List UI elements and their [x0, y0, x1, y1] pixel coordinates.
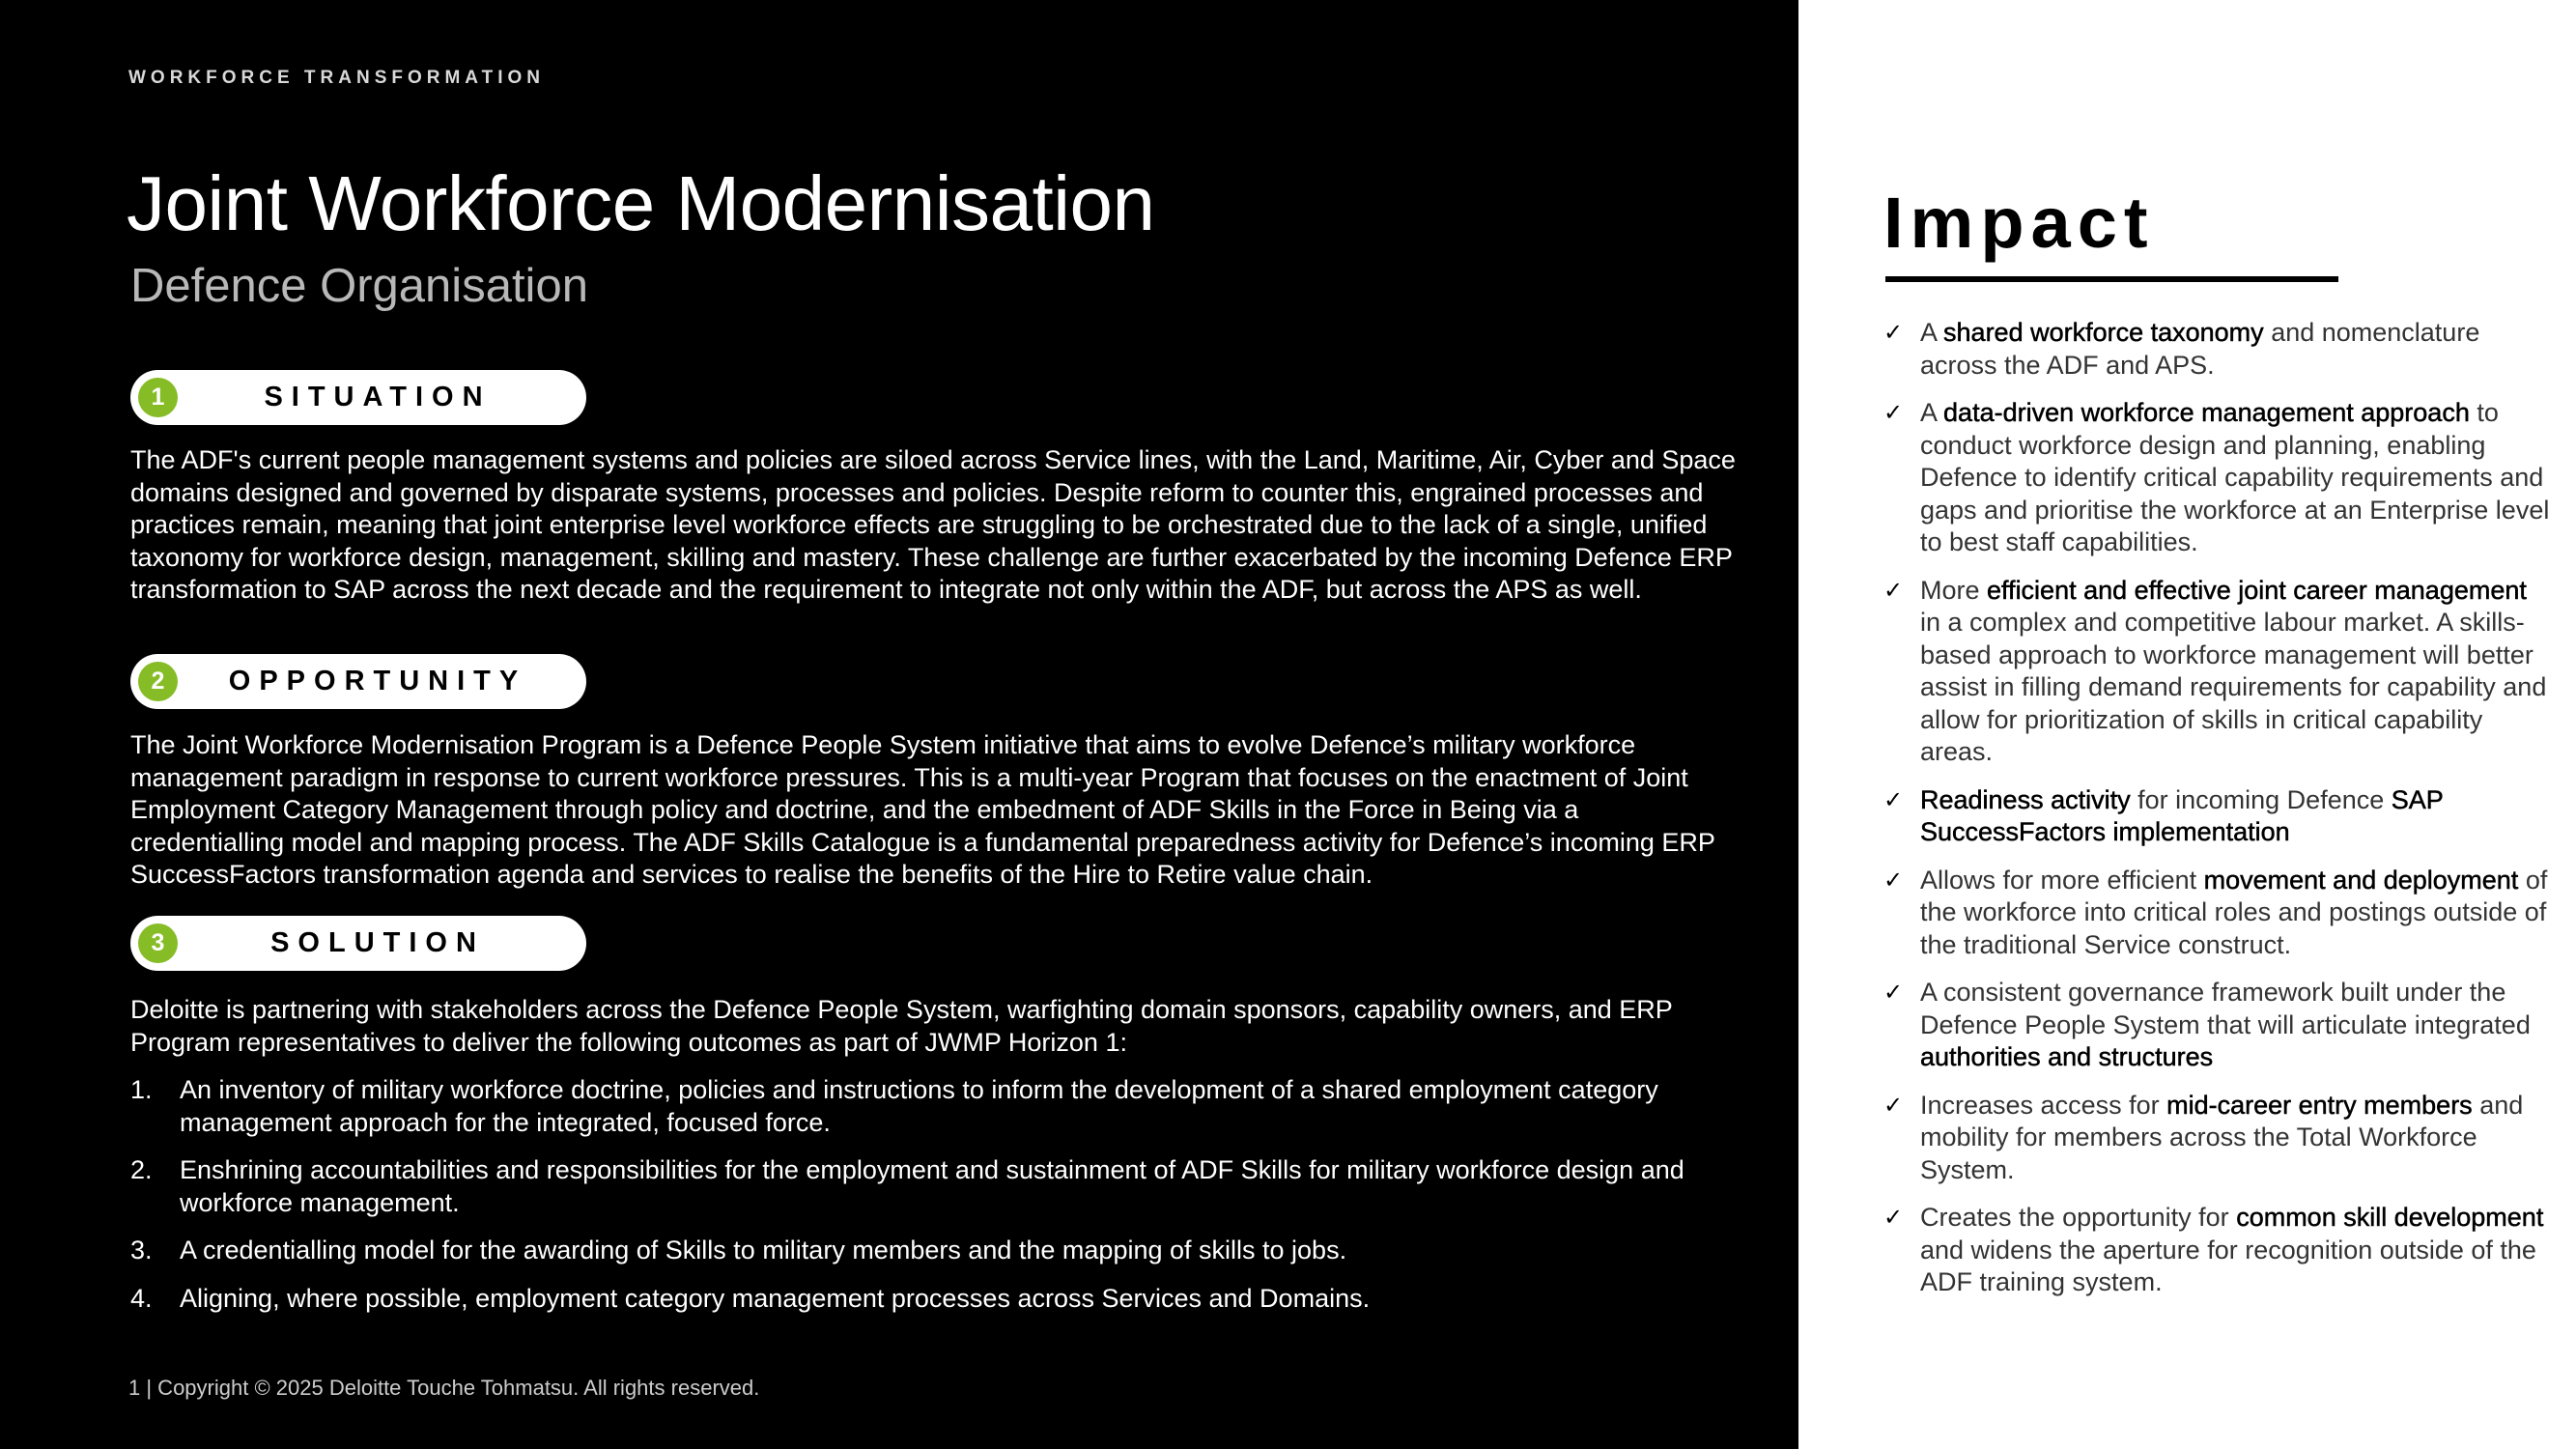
impact-item-text: and widens the aperture for recognition outside of the ADF training system.	[1920, 1235, 2536, 1296]
impact-item-text: A	[1920, 318, 1944, 347]
impact-title: Impact	[1883, 183, 2155, 263]
list-item-number: 2.	[130, 1155, 153, 1184]
impact-item	[1883, 977, 2550, 1074]
impact-item-text: of the workforce into critical roles and postings outside of the traditional Service construct.	[1920, 865, 2548, 959]
impact-item	[1883, 1090, 2550, 1187]
impact-item-text: A	[1920, 398, 1944, 427]
checkmark-icon: ✓	[1883, 786, 1904, 813]
page-subtitle: Defence Organisation	[130, 260, 588, 312]
impact-list	[1883, 317, 2550, 1315]
situation-heading	[130, 370, 586, 425]
impact-item-text: and nomenclature across the ADF and APS.	[1920, 318, 2480, 380]
list-item-number: 4.	[130, 1283, 153, 1313]
impact-item-text: More	[1920, 575, 1988, 605]
impact-item	[1883, 1202, 2550, 1299]
solution-number-badge: 3	[138, 923, 178, 963]
checkmark-icon: ✓	[1883, 980, 1904, 1006]
solution-label: SOLUTION	[270, 927, 485, 958]
list-item-text: Enshrining accountabilities and responsibilities for the employment and sustainment of ADF Skills for military workforce design and workforce management.	[180, 1155, 1684, 1217]
page-title: Joint Workforce Modernisation	[127, 160, 1155, 246]
footer-copyright: 1 | Copyright © 2025 Deloitte Touche Tohmatsu. All rights reserved.	[128, 1376, 760, 1400]
impact-item	[1883, 865, 2550, 962]
impact-item-emphasis: efficient and effective joint career management	[1987, 575, 2527, 605]
impact-panel	[1798, 0, 2576, 1449]
impact-item	[1883, 575, 2550, 769]
impact-title-underline	[1885, 276, 2338, 282]
list-item-number: 3.	[130, 1236, 153, 1264]
list-item-text: A credentialling model for the awarding of Skills to military members and the mapping of skills to jobs.	[180, 1236, 1347, 1264]
impact-item-emphasis: data-driven workforce management approach	[1943, 398, 2470, 427]
solution-outcomes-list	[130, 1074, 1739, 1330]
checkmark-icon: ✓	[1883, 867, 1904, 894]
impact-item-emphasis: mid-career entry members	[2166, 1090, 2473, 1120]
impact-item-text: to conduct workforce design and planning, enabling Defence to identify critical capability requirements and gaps and prioritise the workforce at an Enterprise level to best staff capabilities.	[1920, 398, 2550, 556]
impact-item-emphasis: Readiness activity	[1920, 784, 2131, 814]
checkmark-icon: ✓	[1883, 1092, 1904, 1119]
eyebrow-label: WORKFORCE TRANSFORMATION	[128, 68, 546, 88]
impact-item	[1883, 397, 2550, 559]
opportunity-text: The Joint Workforce Modernisation Program is a Defence People System initiative that aims to evolve Defence’s military workforce management paradigm in response to current workforce pressures. This is a multi-year Program that focuses on the enactment of Joint Employment Category Management through policy and doctrine, and the embedment of ADF Skills in the Force in Being via a credentialling model and mapping process. The ADF Skills Catalogue is a fundamental preparedness activity for Defence’s incoming ERP SuccessFactors transformation agenda and services to realise the benefits of the Hire to Retire value chain.	[130, 730, 1715, 889]
impact-item-text: for incoming Defence	[2130, 784, 2392, 814]
checkmark-icon: ✓	[1883, 1205, 1904, 1231]
situation-text: The ADF's current people management systems and policies are siloed across Service lines, with the Land, Maritime, Air, Cyber and Space domains designed and governed by disparate systems, processes and policies. Despite reform to counter this, engrained processes and practices remain, meaning that joint enterprise level workforce effects are struggling to be orchestrated due to the lack of a single, unified taxonomy for workforce design, management, skilling and mastery. These challenge are further exacerbated by the incoming Defence ERP transformation to SAP across the next decade and the requirement to integrate not only within the ADF, but across the APS as well.	[130, 445, 1736, 604]
impact-item-emphasis: authorities and structures	[1920, 1042, 2214, 1071]
list-item	[130, 1154, 1739, 1219]
list-item-text: An inventory of military workforce doctrine, policies and instructions to inform the development of a shared employment category management approach for the integrated, focused force.	[180, 1075, 1658, 1137]
list-item-text: Aligning, where possible, employment category management processes across Services and Domains.	[180, 1283, 1371, 1313]
impact-item	[1883, 784, 2550, 849]
impact-item-emphasis: shared workforce taxonomy	[1943, 318, 2264, 347]
impact-item-emphasis: SAP SuccessFactors implementation	[1920, 784, 2444, 846]
checkmark-icon: ✓	[1883, 577, 1904, 604]
impact-item-text: Allows for more efficient	[1920, 865, 2204, 895]
impact-item-text: A consistent governance framework built under the Defence People System that will articulate integrated	[1920, 978, 2531, 1039]
opportunity-heading	[130, 654, 586, 709]
checkmark-icon: ✓	[1883, 400, 1904, 426]
impact-item-emphasis: movement and deployment	[2203, 865, 2519, 895]
list-item	[130, 1074, 1739, 1139]
impact-item-text: Increases access for	[1920, 1090, 2167, 1120]
impact-item-text: Creates the opportunity for	[1920, 1203, 2237, 1232]
impact-item-emphasis: common skill development	[2236, 1203, 2544, 1232]
list-item	[130, 1283, 1739, 1316]
opportunity-number-badge: 2	[138, 662, 178, 701]
checkmark-icon: ✓	[1883, 320, 1904, 346]
solution-heading	[130, 916, 586, 971]
impact-item-text: and mobility for members across the Total Workforce System.	[1920, 1090, 2524, 1184]
opportunity-label: OPPORTUNITY	[228, 666, 527, 696]
situation-label: SITUATION	[264, 382, 492, 412]
list-item-number: 1.	[130, 1075, 153, 1104]
list-item	[130, 1235, 1739, 1267]
situation-number-badge: 1	[138, 378, 178, 417]
impact-item	[1883, 317, 2550, 382]
solution-text: Deloitte is partnering with stakeholders across the Defence People System, warfighting domain sponsors, capability owners, and ERP Program representatives to deliver the following outcomes as part of JWMP Horizon 1:	[130, 995, 1673, 1057]
impact-item-text: in a complex and competitive labour market. A skills-based approach to workforce management will better assist in filling demand requirements for capability and allow for prioritization of skills in critical capability areas.	[1920, 608, 2547, 766]
